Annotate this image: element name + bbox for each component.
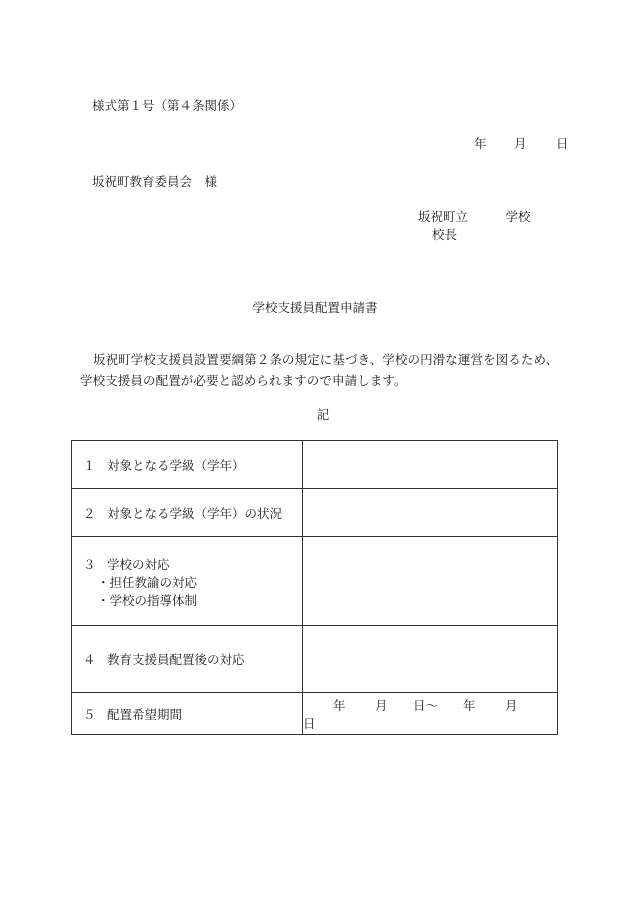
date-day: 日 <box>556 136 569 151</box>
row-value-field[interactable] <box>303 626 558 693</box>
period-day-start: 日～ <box>413 697 439 713</box>
application-table <box>71 440 558 735</box>
period-day-end: 日 <box>303 715 316 731</box>
row-label-text: 配置希望期間 <box>107 706 183 722</box>
row-number: ４ <box>83 652 96 667</box>
period-year-end: 年 <box>463 697 476 713</box>
row-label-text: 学校の対応 <box>107 556 170 572</box>
row-value-field[interactable] <box>303 441 558 489</box>
row-label-text: 教育支援員配置後の対応 <box>107 652 245 667</box>
row-number: ３ <box>83 556 96 572</box>
table-row <box>72 693 558 735</box>
period-field[interactable] <box>303 693 558 735</box>
row-label <box>72 441 303 489</box>
sender-school: 坂祝町立 学校 <box>418 209 531 224</box>
date-month: 月 <box>514 136 527 151</box>
row-number: １ <box>83 457 96 473</box>
addressee: 坂祝町教育委員会 様 <box>92 174 218 189</box>
row-number: ５ <box>83 706 96 722</box>
date-line <box>474 134 569 152</box>
sub-item-system: ・学校の指導体制 <box>97 592 198 608</box>
form-number: 様式第１号（第４条関係） <box>92 98 243 113</box>
date-year: 年 <box>474 136 487 151</box>
table-row <box>72 626 558 693</box>
period-year-start: 年 <box>333 697 346 713</box>
body-text: 坂祝町学校支援員設置要綱第２条の規定に基づき、学校の円滑な運営を図るため、学校支援員の配置が必要と認められますので申請します。 <box>80 352 559 388</box>
row-label <box>72 693 303 735</box>
row-value-field[interactable] <box>303 489 558 537</box>
row-number: ２ <box>83 505 96 521</box>
sender-principal: 校長 <box>432 227 458 242</box>
table-row <box>72 489 558 537</box>
row-label <box>72 489 303 537</box>
row-value-field[interactable] <box>303 537 558 626</box>
table-row <box>72 537 558 626</box>
sub-item-teacher: ・担任教諭の対応 <box>97 574 198 590</box>
period-month-end: 月 <box>505 697 518 713</box>
document-title: 学校支援員配置申請書 <box>252 300 378 315</box>
row-label-text: 対象となる学級（学年） <box>107 457 245 473</box>
table-row <box>72 441 558 489</box>
ki-heading: 記 <box>316 407 330 422</box>
period-month-start: 月 <box>375 697 388 713</box>
row-label-text: 対象となる学級（学年）の状況 <box>107 505 283 521</box>
row-label <box>72 626 303 693</box>
row-label <box>72 537 303 626</box>
